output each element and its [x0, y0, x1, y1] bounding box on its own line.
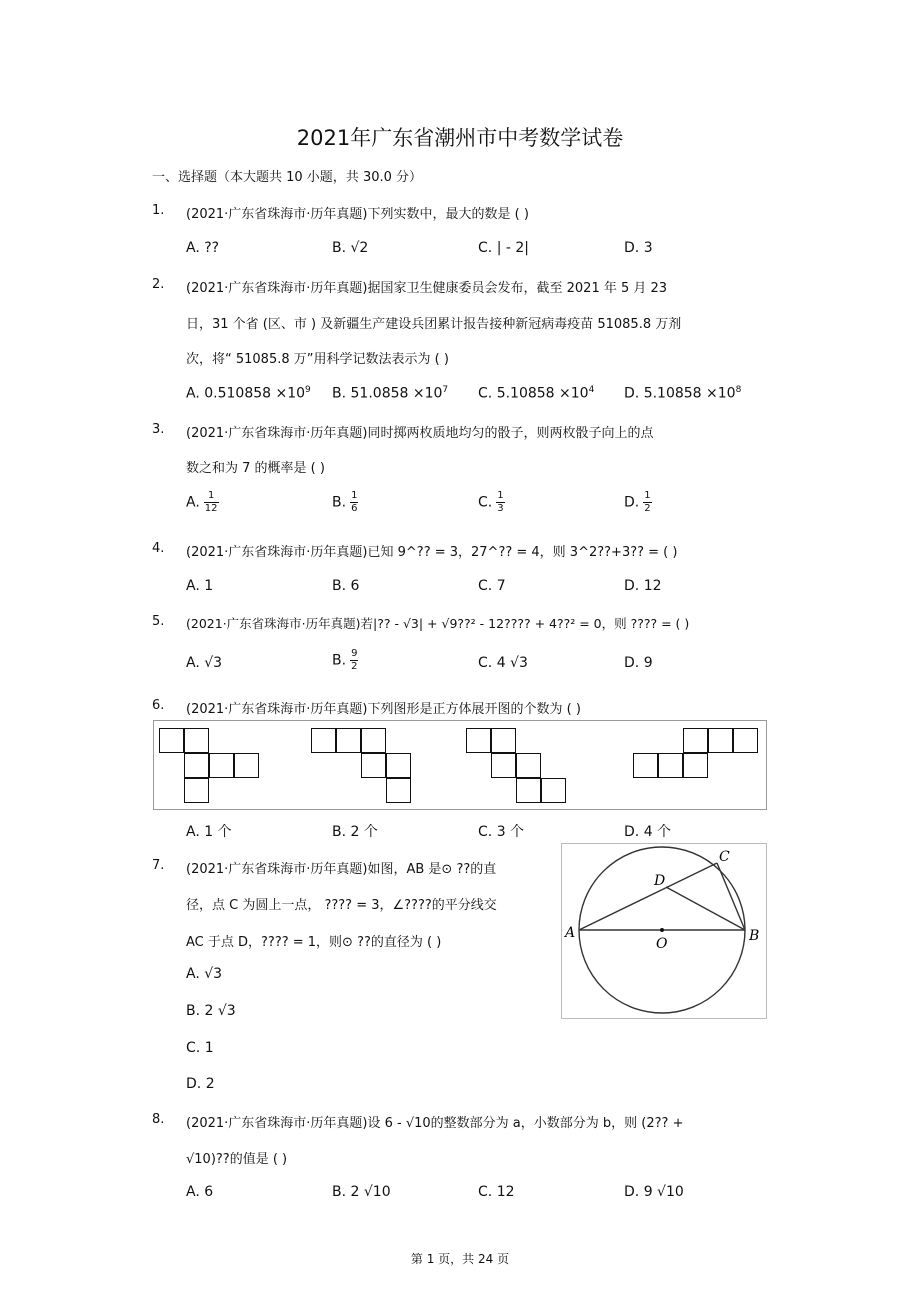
page-footer: 第 1 页，共 24 页	[410, 1252, 510, 1266]
option-a[interactable]: A. √3	[186, 966, 223, 982]
option-a[interactable]: A. 1 个	[186, 824, 232, 840]
option-d[interactable]: D. 3	[624, 240, 653, 256]
circle-diagram	[562, 844, 766, 1018]
center-point	[660, 928, 664, 932]
option-b[interactable]: B. 2 个	[332, 824, 378, 840]
question-text: (2021·广东省珠海市·历年真题)设 6 - √10的整数部分为 a，小数部分为 b，则 (2?? +	[186, 1116, 684, 1131]
net-square	[184, 778, 209, 803]
question-text: (2021·广东省珠海市·历年真题)已知 9^?? = 3，27^?? = 4，则 3^2??+3?? = ( )	[186, 545, 678, 560]
option-d[interactable]: D. 9	[624, 655, 653, 671]
option-a[interactable]: A. 6	[186, 1184, 214, 1200]
question-number: 8.	[152, 1112, 165, 1127]
question-number: 3.	[152, 422, 165, 437]
option-b[interactable]: B. 2 √10	[332, 1184, 391, 1200]
question-text: 次，将“ 51085.8 万”用科学记数法表示为 ( )	[186, 352, 449, 367]
net-square	[386, 778, 411, 803]
question-text: √10)??的值是 ( )	[186, 1152, 288, 1167]
question-number: 6.	[152, 698, 165, 713]
option-d[interactable]: D. $5.10858 \times 10^8$	[624, 385, 742, 402]
option-d[interactable]: D. 9 √10	[624, 1184, 684, 1200]
net-square	[683, 753, 708, 778]
net-square	[658, 753, 683, 778]
net-square	[516, 778, 541, 803]
net-square	[336, 728, 361, 753]
option-c[interactable]: C. 1	[186, 1040, 214, 1056]
net-square	[209, 753, 234, 778]
option-d[interactable]: D. 12	[624, 578, 662, 594]
question-text: 日，31 个省 (区、市 ) 及新疆生产建设兵团累计报告接种新冠病毒疫苗 51085.8 万剂	[186, 317, 682, 332]
label-o: O	[656, 936, 668, 952]
net-square	[708, 728, 733, 753]
option-a[interactable]: A. ??	[186, 240, 220, 256]
label-a: A	[565, 925, 576, 941]
question-number: 4.	[152, 541, 165, 556]
label-c: C	[719, 849, 730, 865]
option-d[interactable]: D. $\frac{1}{2}$	[624, 490, 651, 514]
bisector-bd	[666, 887, 745, 930]
option-c[interactable]: C. $5.10858 \times 10^4$	[478, 385, 595, 402]
option-d[interactable]: D. 4 个	[624, 824, 672, 840]
net-square	[311, 728, 336, 753]
net-square	[491, 753, 516, 778]
net-square	[361, 728, 386, 753]
net-square	[516, 753, 541, 778]
option-c[interactable]: C. $\frac{1}{3}$	[478, 490, 504, 514]
question-text: (2021·广东省珠海市·历年真题)若|?? - √3| + √9??² - 12???? + 4??² = 0，则 ???? = ( )	[186, 616, 690, 631]
circle-figure	[561, 843, 767, 1019]
question-number: 7.	[152, 858, 165, 873]
net-square	[633, 753, 658, 778]
question-text: (2021·广东省珠海市·历年真题)如图，AB 是⊙ ??的直	[186, 862, 497, 877]
net-square	[234, 753, 259, 778]
section-header: 一、选择题（本大题共 10 小题，共 30.0 分）	[152, 170, 423, 185]
net-square	[466, 728, 491, 753]
question-number: 5.	[152, 614, 165, 629]
label-b: B	[749, 928, 760, 944]
cube-nets-figure	[153, 720, 767, 810]
chord-ac	[579, 863, 717, 930]
chord-bc	[717, 863, 745, 930]
question-text: (2021·广东省珠海市·历年真题)下列实数中，最大的数是 ( )	[186, 207, 529, 222]
net-square	[386, 753, 411, 778]
option-b[interactable]: B. $\frac{9}{2}$	[332, 648, 358, 672]
net-square	[491, 728, 516, 753]
option-a[interactable]: A. $0.510858 \times 10^9$	[186, 385, 311, 402]
question-text: (2021·广东省珠海市·历年真题)下列图形是正方体展开图的个数为 ( )	[186, 702, 581, 717]
net-square	[541, 778, 566, 803]
question-text: (2021·广东省珠海市·历年真题)据国家卫生健康委员会发布，截至 2021 年 5 月 23	[186, 281, 668, 296]
option-a[interactable]: A. 1	[186, 578, 214, 594]
net-square	[361, 753, 386, 778]
net-square	[159, 728, 184, 753]
question-text: 数之和为 7 的概率是 ( )	[186, 461, 325, 476]
option-a[interactable]: A. $\frac{1}{12}$	[186, 490, 218, 514]
option-b[interactable]: B. $51.0858 \times 10^7$	[332, 385, 449, 402]
net-square	[683, 728, 708, 753]
option-c[interactable]: C. 12	[478, 1184, 515, 1200]
question-text: AC 于点 D，???? = 1，则⊙ ??的直径为 ( )	[186, 935, 442, 950]
net-square	[733, 728, 758, 753]
label-d: D	[654, 873, 666, 889]
question-number: 1.	[152, 203, 165, 218]
net-square	[184, 753, 209, 778]
option-c[interactable]: C. | - 2|	[478, 240, 529, 256]
option-c[interactable]: C. 4 √3	[478, 655, 528, 671]
net-square	[184, 728, 209, 753]
option-c[interactable]: C. 3 个	[478, 824, 525, 840]
question-number: 2.	[152, 277, 165, 292]
option-a[interactable]: A. √3	[186, 655, 223, 671]
option-c[interactable]: C. 7	[478, 578, 506, 594]
option-b[interactable]: B. 6	[332, 578, 360, 594]
option-b[interactable]: B. $\frac{1}{6}$	[332, 490, 358, 514]
page-title: 2021年广东省潮州市中考数学试卷	[296, 126, 624, 150]
question-text: (2021·广东省珠海市·历年真题)同时掷两枚质地均匀的骰子，则两枚骰子向上的点	[186, 426, 654, 441]
option-b[interactable]: B. 2 √3	[186, 1003, 236, 1019]
option-d[interactable]: D. 2	[186, 1076, 215, 1092]
question-text: 径，点 C 为圆上一点， ???? = 3，∠????的平分线交	[186, 898, 497, 913]
option-b[interactable]: B. √2	[332, 240, 369, 256]
